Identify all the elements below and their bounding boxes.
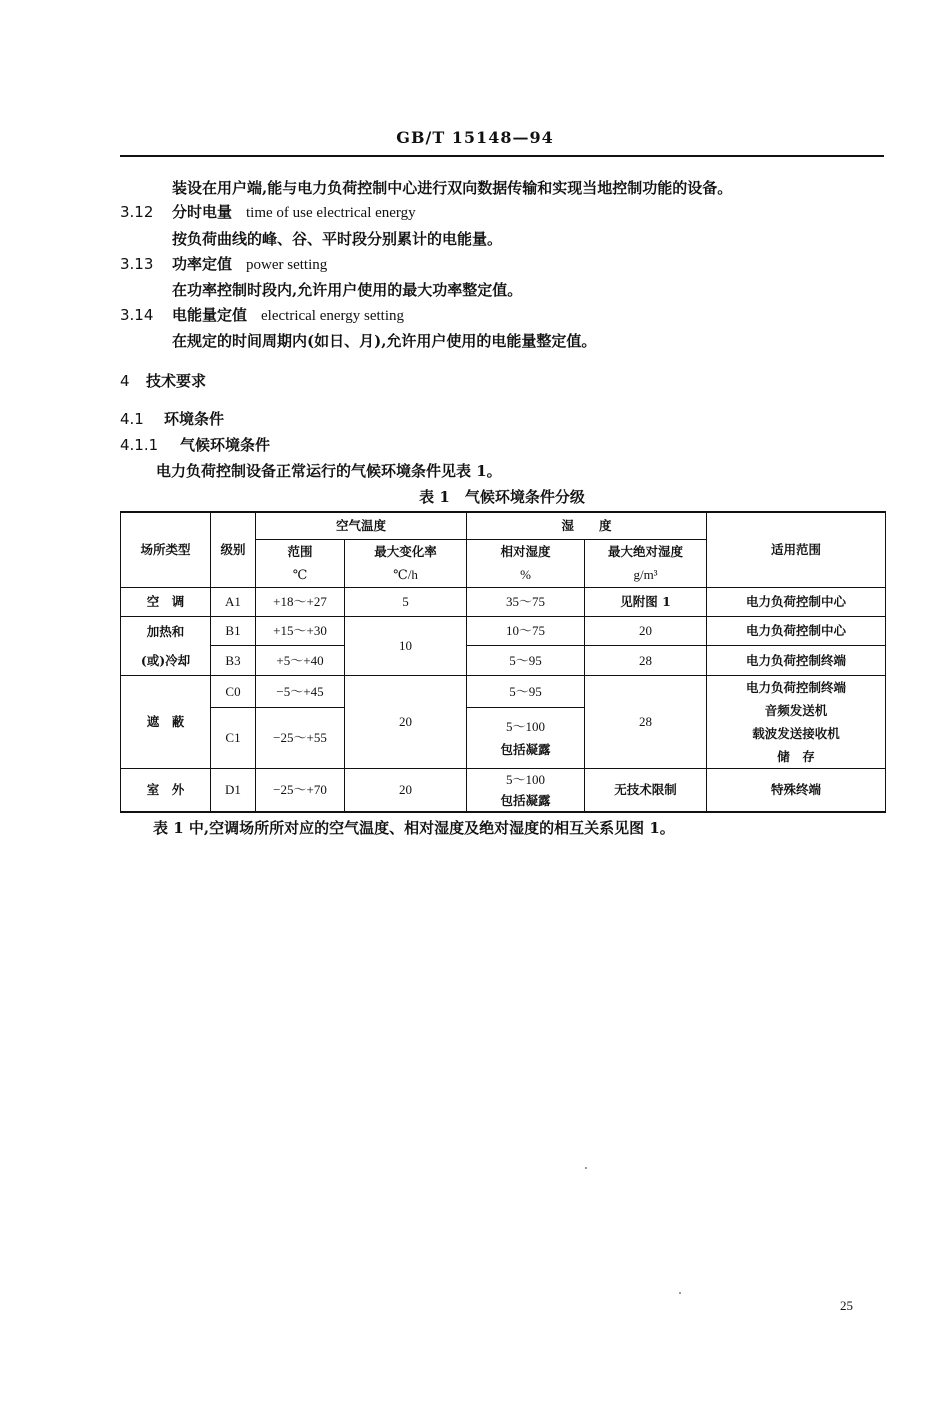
place-outdoor: 室 外 [121, 768, 211, 812]
header-place-type: 场所类型 [121, 512, 211, 587]
rel-line-1: 5～100 [506, 718, 546, 734]
term-3-12-definition: 按负荷曲线的峰、谷、平时段分别累计的电能量。 [172, 230, 503, 248]
header-rule [120, 155, 884, 157]
term-title: 功率定值 [172, 255, 233, 273]
header-scope: 适用范围 [707, 512, 886, 587]
rate-a1: 5 [345, 587, 467, 616]
rel-line-1: 5～100 [506, 771, 546, 787]
section-number: 3.14 [120, 306, 154, 324]
page-header: GB/T 15148—94 [396, 128, 554, 147]
term-english: electrical energy setting [261, 308, 405, 324]
level-c1: C1 [211, 707, 256, 768]
section-number: 3.12 [120, 203, 154, 221]
abs-humidity-a1: 见附图 1 [585, 587, 707, 616]
header-relative-humidity: 相对湿度 [467, 539, 585, 563]
term-3-14-definition: 在规定的时间周期内(如日、月),允许用户使用的电能量整定值。 [172, 332, 597, 350]
header-humidity: 湿 度 [467, 512, 707, 539]
section-title: 气候环境条件 [180, 436, 271, 454]
abs-humidity-d1: 无技术限制 [585, 768, 707, 812]
abs-humidity-b3: 28 [585, 646, 707, 676]
unit-celsius-per-hour: ℃/h [345, 563, 467, 587]
scope-line-2: 音频发送机 [764, 702, 828, 718]
unit-g-per-m3: g/m³ [585, 563, 707, 587]
scope-line-1: 电力负荷控制终端 [746, 679, 847, 695]
level-c0: C0 [211, 675, 256, 707]
rel-humidity-d1 [467, 768, 585, 812]
abs-humidity-b1: 20 [585, 616, 707, 646]
unit-percent: % [467, 563, 585, 587]
header-absolute-humidity: 最大绝对湿度 [585, 539, 707, 563]
section-number: 4.1 [120, 410, 144, 428]
scope-b3: 电力负荷控制终端 [707, 646, 886, 676]
rate-b: 10 [345, 616, 467, 675]
term-3-13 [120, 253, 327, 274]
level-b3: B3 [211, 646, 256, 676]
scope-a1: 电力负荷控制中心 [707, 587, 886, 616]
scope-line-4: 储 存 [777, 748, 815, 764]
level-a1: A1 [211, 587, 256, 616]
range-d1: −25～+70 [256, 768, 345, 812]
place-line-2: (或)冷却 [140, 652, 191, 668]
table-note: 表 1 中,空调场所所对应的空气温度、相对湿度及绝对湿度的相互关系见图 1。 [153, 819, 675, 837]
rel-line-2: 包括凝露 [500, 792, 551, 808]
term-title: 电能量定值 [172, 306, 248, 324]
header-range: 范围 [256, 539, 345, 563]
rel-humidity-c1 [467, 707, 585, 768]
speck [585, 1167, 587, 1169]
scope-b1: 电力负荷控制中心 [707, 616, 886, 646]
rate-c: 20 [345, 675, 467, 768]
section-number: 4.1.1 [120, 436, 159, 454]
range-a1: +18～+27 [256, 587, 345, 616]
place-sheltered: 遮 蔽 [121, 675, 211, 768]
scope-c [707, 675, 886, 768]
climate-table [120, 511, 886, 813]
section-title: 技术要求 [146, 372, 207, 390]
paragraph-device-definition: 装设在用户端,能与电力负荷控制中心进行双向数据传输和实现当地控制功能的设备。 [172, 179, 733, 197]
range-b1: +15～+30 [256, 616, 345, 646]
term-english: power setting [246, 257, 328, 273]
section-4-1-1-heading [120, 434, 270, 455]
header-air-temperature: 空气温度 [256, 512, 467, 539]
range-c0: −5～+45 [256, 675, 345, 707]
place-air-conditioning: 空 调 [121, 587, 211, 616]
term-title: 分时电量 [172, 203, 233, 221]
header-max-rate: 最大变化率 [345, 539, 467, 563]
table-caption: 表 1 气候环境条件分级 [419, 488, 585, 506]
header-level: 级别 [211, 512, 256, 587]
level-d1: D1 [211, 768, 256, 812]
term-english: time of use electrical energy [246, 205, 416, 221]
range-c1: −25～+55 [256, 707, 345, 768]
term-3-12 [120, 201, 416, 222]
section-4-1-heading [120, 408, 224, 429]
abs-humidity-c: 28 [585, 675, 707, 768]
rel-line-2: 包括凝露 [500, 741, 551, 757]
section-title: 环境条件 [164, 410, 225, 428]
rel-humidity-b3: 5～95 [467, 646, 585, 676]
place-line-1: 加热和 [146, 623, 185, 639]
term-3-13-definition: 在功率控制时段内,允许用户使用的最大功率整定值。 [172, 281, 523, 299]
range-b3: +5～+40 [256, 646, 345, 676]
scope-d1: 特殊终端 [707, 768, 886, 812]
page-number: 25 [840, 1298, 853, 1313]
rel-humidity-a1: 35～75 [467, 587, 585, 616]
section-number: 3.13 [120, 255, 154, 273]
section-number: 4 [120, 372, 130, 390]
rate-d1: 20 [345, 768, 467, 812]
rel-humidity-b1: 10～75 [467, 616, 585, 646]
section-4-1-1-text: 电力负荷控制设备正常运行的气候环境条件见表 1。 [156, 462, 502, 480]
scope-line-3: 载波发送接收机 [752, 725, 840, 741]
place-heating-cooling [121, 616, 211, 675]
speck [679, 1292, 681, 1294]
section-4-heading [120, 370, 206, 391]
level-b1: B1 [211, 616, 256, 646]
rel-humidity-c0: 5～95 [467, 675, 585, 707]
term-3-14 [120, 304, 404, 325]
unit-celsius: ℃ [256, 563, 345, 587]
